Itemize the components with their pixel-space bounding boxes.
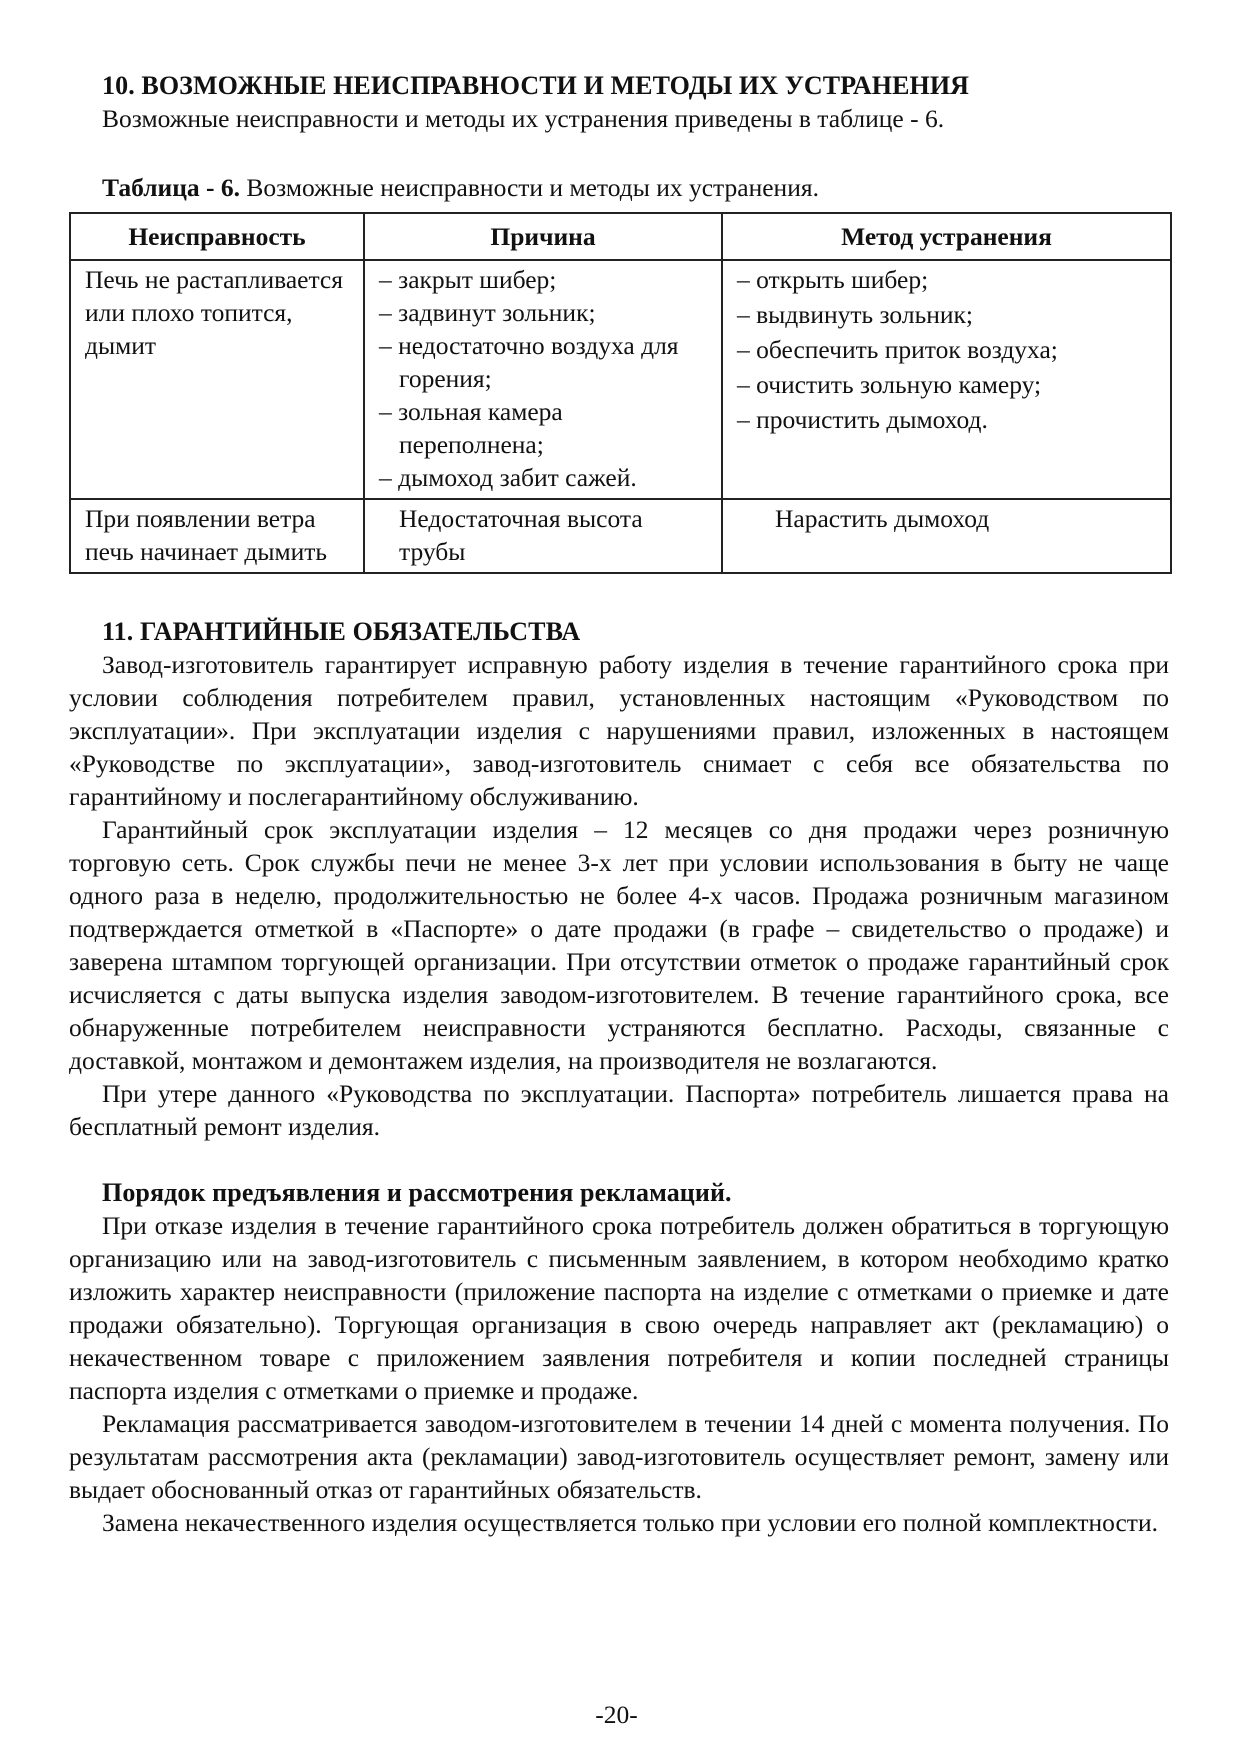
section-11-heading: 11. ГАРАНТИЙНЫЕ ОБЯЗАТЕЛЬСТВА: [102, 617, 581, 646]
fault-cell: При появлении ветра печь начинает дымить: [70, 499, 364, 573]
fault-cell: Печь не растапливается или плохо топится, дымит: [70, 260, 364, 499]
fix-item: – обеспечить приток воздуха;: [737, 333, 1156, 366]
table-caption-text: Возможные неисправности и методы их устранения.: [240, 173, 819, 202]
fault-table: [69, 212, 1172, 574]
fix-cell: [722, 260, 1171, 499]
fix-item: – открыть шибер;: [737, 263, 1156, 296]
section-11-paragraph: Завод-изготовитель гарантирует исправную работу изделия в течение гарантийного срока при условии соблюдения потребителем правил, установленных настоящим «Руководством по эксплуатации». При эксплуатации изделия с нарушениями правил, изложенных в настоящем «Руководстве по эксплуатации», завод-изготовитель снимает с себя все обязательства по гарантийному и послегарантийному обслуживанию.: [69, 650, 1169, 811]
table-row: [70, 499, 1171, 573]
cause-item: – закрыт шибер;: [379, 263, 707, 296]
cause-item: – дымоход забит сажей.: [379, 461, 707, 494]
fix-cell: Нарастить дымоход: [722, 499, 1171, 573]
fix-item: – очистить зольную камеру;: [737, 368, 1156, 401]
claims-paragraph: Рекламация рассматривается заводом-изготовителем в течении 14 дней с момента получения. По результатам рассмотрения акта (рекламации) завод-изготовитель осуществляет ремонт, замену или выдает обоснованный отказ от гарантийных обязательств.: [69, 1409, 1169, 1504]
cause-item: – недостаточно воздуха для горения;: [379, 329, 707, 395]
table-header-row: [70, 213, 1171, 260]
header-fault: Неисправность: [70, 213, 364, 260]
section-11-paragraph: При утере данного «Руководства по эксплуатации. Паспорта» потребитель лишается права на бесплатный ремонт изделия.: [69, 1079, 1169, 1141]
table-caption: [102, 172, 1169, 204]
header-cause: Причина: [364, 213, 722, 260]
page-content: [69, 70, 1169, 1539]
table-row: [70, 260, 1171, 499]
fix-item: – прочистить дымоход.: [737, 403, 1156, 436]
section-11-paragraph: Гарантийный срок эксплуатации изделия – 12 месяцев со дня продажи через розничную торговую сеть. Срок службы печи не менее 3-х лет при условии использования в быту не чаще одного раза в неделю, продолжительностью не более 4-х часов. Продажа розничным магазином подтверждается отметкой в «Паспорте» о дате продажи (в графе – свидетельство о продаже) и заверена штампом торгующей организации. При отсутствии отметок о продаже гарантийный срок исчисляется с даты выпуска изделия заводом-изготовителем. В течение гарантийного срока, все обнаруженные потребителем неисправности устраняются бесплатно. Расходы, связанные с доставкой, монтажом и демонтажем изделия, на производителя не возлагаются.: [69, 815, 1169, 1075]
page-number: -20-: [595, 1700, 638, 1729]
fix-item: – выдвинуть зольник;: [737, 298, 1156, 331]
claims-paragraph: При отказе изделия в течение гарантийного срока потребитель должен обратиться в торгующую организацию или на завод-изготовитель с письменным заявлением, в котором необходимо кратко изложить характер неисправности (приложение паспорта на изделие с отметками о приемке и дате продажи обязательно). Торгующая организация в свою очередь направляет акт (рекламацию) о некачественном товаре с приложением заявления потребителя и копии последней страницы паспорта изделия с отметками о приемке и продаже.: [69, 1211, 1169, 1405]
claims-heading: Порядок предъявления и рассмотрения рекламаций.: [102, 1178, 732, 1207]
claims-paragraph: Замена некачественного изделия осуществляется только при условии его полной комплектности.: [102, 1508, 1158, 1537]
section-10-heading: 10. ВОЗМОЖНЫЕ НЕИСПРАВНОСТИ И МЕТОДЫ ИХ УСТРАНЕНИЯ: [102, 71, 970, 100]
cause-list: [379, 263, 707, 494]
header-fix: Метод устранения: [722, 213, 1171, 260]
cause-item: – зольная камера переполнена;: [379, 395, 707, 461]
cause-cell: Недостаточная высота трубы: [364, 499, 722, 573]
table-caption-label: Таблица - 6.: [102, 173, 241, 202]
cause-item: – задвинут зольник;: [379, 296, 707, 329]
cause-cell: [364, 260, 722, 499]
fix-list: [737, 263, 1156, 436]
section-10-intro: Возможные неисправности и методы их устранения приведены в таблице - 6.: [102, 104, 945, 133]
